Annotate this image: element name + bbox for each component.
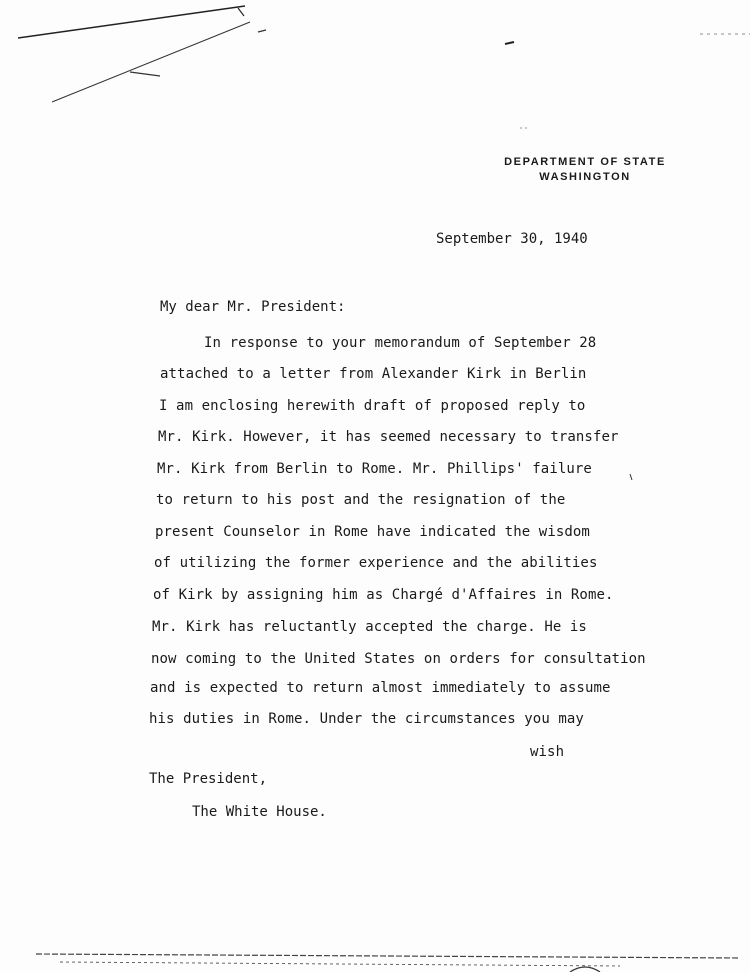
addressee-location: The White House.: [192, 804, 327, 820]
body-line: and is expected to return almost immediately to assume: [150, 680, 611, 696]
body-line: Mr. Kirk from Berlin to Rome. Mr. Phillips' failure: [157, 461, 592, 477]
body-line: Mr. Kirk. However, it has seemed necessary to transfer: [158, 429, 619, 445]
body-line: of Kirk by assigning him as Chargé d'Affaires in Rome.: [153, 587, 614, 603]
body-line: to return to his post and the resignation of the: [156, 492, 566, 508]
body-line: In response to your memorandum of September 28: [204, 335, 597, 351]
body-line: present Counselor in Rome have indicated the wisdom: [155, 524, 590, 540]
body-line: his duties in Rome. Under the circumstances you may: [149, 711, 584, 727]
salutation: My dear Mr. President:: [160, 299, 346, 315]
letter-date: September 30, 1940: [436, 231, 588, 247]
body-line: attached to a letter from Alexander Kirk in Berlin: [160, 366, 587, 382]
body-line: Mr. Kirk has reluctantly accepted the charge. He is: [152, 619, 587, 635]
catchword: wish: [530, 744, 565, 760]
body-line: I am enclosing herewith draft of proposed reply to: [159, 398, 586, 414]
letterhead-city: WASHINGTON: [539, 171, 631, 183]
addressee-name: The President,: [149, 771, 268, 787]
letterhead: [490, 155, 680, 185]
letterhead-department: DEPARTMENT OF STATE: [504, 156, 666, 168]
body-line: now coming to the United States on orders for consultation: [151, 651, 646, 667]
body-line: of utilizing the former experience and the abilities: [154, 555, 598, 571]
